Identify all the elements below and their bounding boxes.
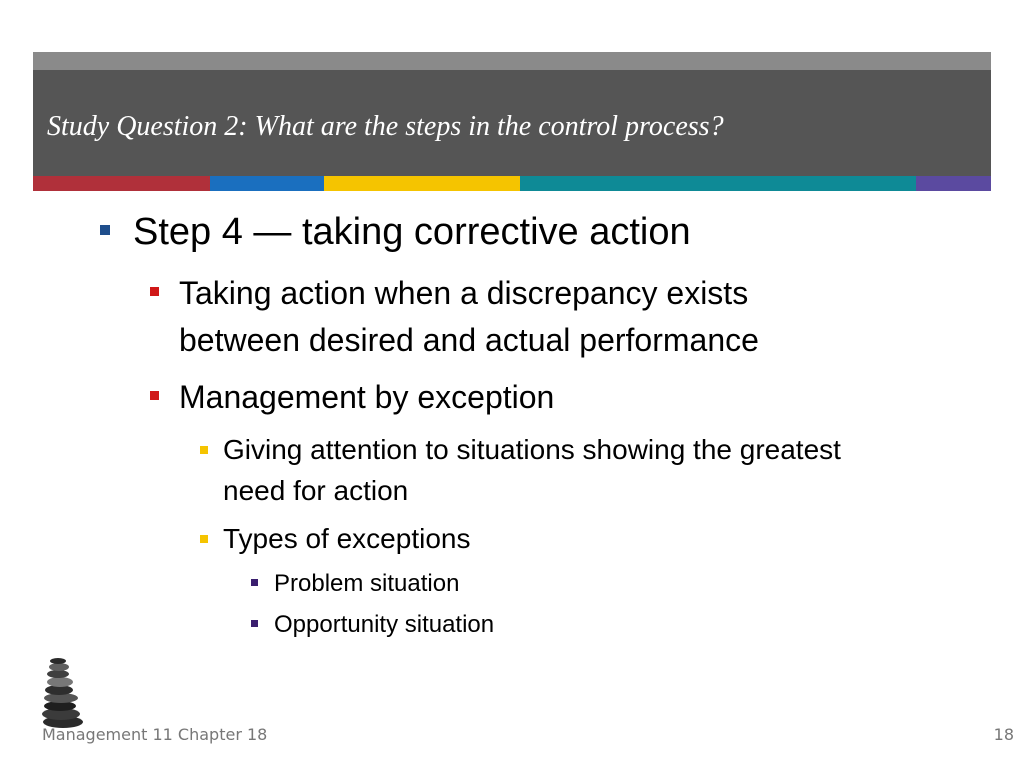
bullet-square-icon	[200, 446, 208, 454]
bullet-square-icon	[251, 579, 258, 586]
bullet-square-icon	[150, 391, 159, 400]
footer-course-label: Management 11 Chapter 18	[42, 725, 268, 744]
bullet-square-icon	[100, 225, 110, 235]
bullet-square-icon	[150, 287, 159, 296]
sub1-line2: need for action	[223, 475, 409, 506]
point1-line1: Taking action when a discrepancy exists	[179, 275, 749, 311]
type2: Opportunity situation	[274, 611, 495, 638]
step-heading: Step 4 — taking corrective action	[133, 211, 691, 253]
sub2: Types of exceptions	[223, 523, 471, 554]
sub1-line1: Giving attention to situations showing the greatest	[223, 434, 841, 465]
stacked-stones-icon	[36, 656, 86, 728]
point2: Management by exception	[179, 379, 555, 415]
bullet-square-icon	[251, 620, 258, 627]
slide-title: Study Question 2: What are the steps in the control process?	[47, 111, 724, 142]
bullet-square-icon	[200, 535, 208, 543]
page-number: 18	[993, 725, 1014, 744]
type1: Problem situation	[274, 570, 460, 597]
point1-line2: between desired and actual performance	[179, 322, 759, 358]
